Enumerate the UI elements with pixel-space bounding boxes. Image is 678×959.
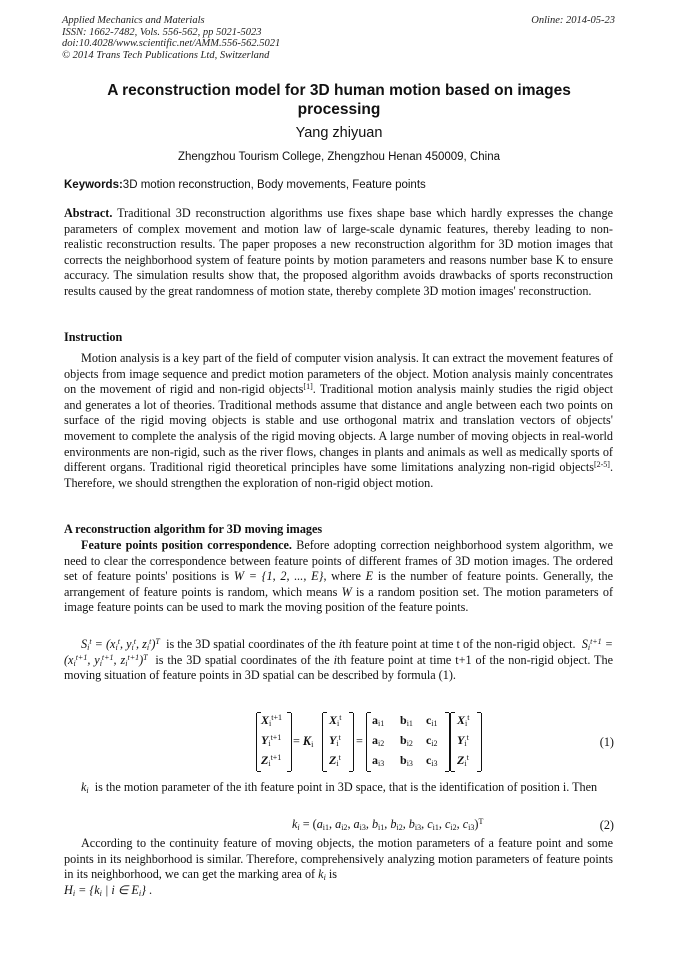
intro-text-a: Motion analysis is a key part of the field of computer vision analysis. It can extract the movement features of objects from image sequence and predict motion parameters of the object. Motion analysis mainly concentrates on the movement of rigid and non-rigid objects bbox=[64, 351, 613, 397]
keywords bbox=[64, 178, 618, 192]
intro-paragraph bbox=[64, 351, 613, 491]
p1-text-d: is a random position set. The motion parameters of image feature points can be used to mark the moving position of the feature points. bbox=[64, 584, 614, 615]
symbol-i-2: i bbox=[333, 652, 337, 667]
p1-text-b: , where bbox=[323, 569, 361, 584]
title-line-1: A reconstruction model for 3D human motion based on images bbox=[107, 82, 571, 99]
paper-title bbox=[62, 81, 616, 119]
p4-text-b: is bbox=[328, 867, 338, 882]
equation-2: $k_i = (a_{i1}$, $a_{i2}$, $a_{i3}$, $b_{i1}$, $b_{i2}$, $b_{i3}$, $c_{i1}$, $c_{i2}$, $c_{i3})^T$ bbox=[292, 817, 484, 832]
paragraph-ki bbox=[64, 780, 613, 796]
equation-number-1: (1) bbox=[599, 735, 614, 749]
subheading-feature-points: Feature points position correspondence. bbox=[81, 538, 292, 552]
matrix-X-current-right: $X_i^t$ $Y_i^t$ $Z_i^t$ bbox=[450, 713, 482, 771]
section-heading-instruction: Instruction bbox=[64, 330, 123, 344]
citation-2-5: [2-5] bbox=[593, 460, 610, 470]
p2-text-d: th feature point at time t+1 of the non-rigid object. The moving situation of feature points in 3D spatial can be described by formula (1). bbox=[64, 652, 613, 683]
matrix-coefficients: $a_{i1}$ $b_{i1}$ $c_{i1}$ $a_{i2}$ $b_{i2}$ $c_{i2}$ $a_{i3}$ $b_{i3}$ $c_{i3}$ bbox=[366, 713, 450, 771]
symbol-i: i bbox=[338, 637, 343, 651]
set-W-formula: W = {1, 2, ..., E} bbox=[233, 569, 324, 584]
equals-sign: = bbox=[356, 734, 363, 748]
p4-text-a: According to the continuity feature of moving objects, the motion parameters of a feature point and some points in its neighborhood is similar. Therefore, comprehensively analyzing motion parameters of feature points in its neighborhood, we can get the marking area of bbox=[64, 836, 613, 882]
formula-S-t1: $S_i^{t+1} = (x_i^{t+1}$, $y_i^{t+1}$, $z_i^{t+1})^T$ bbox=[64, 637, 614, 668]
paragraph-coordinates bbox=[64, 637, 613, 684]
equals-K: = $K_i$ bbox=[293, 734, 314, 749]
abstract-label: Abstract. bbox=[64, 206, 113, 220]
online-date: Online: 2014-05-23 bbox=[531, 15, 615, 26]
p1-text-c: is the number of feature points. Generally, the arrangement of feature points is random, which means bbox=[64, 569, 614, 599]
abstract-text: Traditional 3D reconstruction algorithms use fixes shape base which hardly expresses the change parameters of complex movement and motion law of large-scale dynamic features, thereby leading to non-realistic reconstruction results. The paper proposes a new reconstruction algorithm for 3D motion images that corrects the neighborhood system of feature points by motion parameters and reasons number base K to ensure accuracy. The simulation results show that, the proposed algorithm avoids drawbacks of sports reconstruction results caused by the great randomness of motion state, thereby complete 3D motion images' reconstruction. bbox=[64, 206, 613, 298]
title-line-2: processing bbox=[297, 101, 381, 118]
p2-text-c: is the 3D spatial coordinates of the bbox=[155, 652, 330, 667]
affiliation: Zhengzhou Tourism College, Zhengzhou Henan 450009, China bbox=[177, 151, 500, 163]
section-heading-algorithm: A reconstruction algorithm for 3D moving images bbox=[64, 522, 323, 536]
p2-text-a: is the 3D spatial coordinates of the bbox=[166, 637, 336, 651]
journal-name: Applied Mechanics and Materials bbox=[62, 15, 205, 26]
author: Yang zhiyuan bbox=[295, 125, 383, 141]
matrix-X-current: $X_i^t$ $Y_i^t$ $Z_i^t$ bbox=[322, 713, 354, 771]
intro-text-c: . Therefore, we should strengthen the exploration of non-rigid object motion. bbox=[64, 460, 613, 490]
formula-S-t: $S_i^t = (x_i^t$, $y_i^t$, $z_i^t)^T$ bbox=[81, 637, 160, 652]
citation-1: [1] bbox=[303, 382, 313, 392]
p2-text-b: th feature point at time t of the non-rigid object. bbox=[342, 637, 576, 651]
formula-H-i: $H_i = \{k_i$ | i ∈ $E_i$} bbox=[64, 882, 146, 898]
journal-header bbox=[62, 15, 280, 61]
paragraph-continuity: According to the continuity feature of moving objects, the motion parameters of a feature point and some points in its neighborhood is similar. Therefore, comprehensively analyzing motion parameters of feature points in its neighborhood, we can get the marking area of $k_i$ is $H_i = \{k_i$ | i ∈ $E_i$} . bbox=[64, 836, 613, 898]
p1-text-a: Before adopting correction neighborhood system algorithm, we need to clear the correspondence between feature points of different frames of 3D motion images. The ordered set of feature points' positions is bbox=[64, 538, 613, 584]
symbol-E: E bbox=[365, 569, 374, 584]
symbol-W: W bbox=[341, 584, 352, 599]
symbol-k: k bbox=[318, 867, 324, 882]
issn-line: ISSN: 1662-7482, Vols. 556-562, pp 5021-5023 bbox=[62, 26, 262, 38]
matrix-X-next: $X_i^{t+1}$ $Y_i^{t+1}$ $Z_i^{t+1}$ bbox=[256, 713, 292, 771]
keywords-text: 3D motion reconstruction, Body movements, Feature points bbox=[122, 179, 426, 191]
keywords-label: Keywords: bbox=[64, 179, 123, 191]
p3-text: is the motion parameter of the ith feature point in 3D space, that is the identification of position i. Then bbox=[94, 780, 598, 794]
abstract bbox=[64, 206, 613, 300]
equation-number-2: (2) bbox=[599, 818, 614, 832]
intro-text-b: . Traditional motion analysis mainly studies the rigid object and generates a lot of theories. Traditional methods assume that distance and angle between each two points on surface of the rigid moving objects is stable and use orthogonal matrix and translation vectors of objects' movement to complete the analysis of the rigid moving objects. A large number of moving objects in real-world environments are non-rigid, such as the river flows, changes in plants and animals as well as medically sports of different organs. Traditional rigid theoretical principles have some limitations analyzing non-rigid objects bbox=[64, 382, 614, 475]
doi-line: doi:10.4028/www.scientific.net/AMM.556-562.5021 bbox=[62, 38, 281, 49]
symbol-ki: $k_i$ bbox=[81, 780, 89, 795]
copyright-line: © 2014 Trans Tech Publications Ltd, Switzerland bbox=[62, 49, 270, 61]
paragraph-feature-points bbox=[64, 538, 613, 616]
